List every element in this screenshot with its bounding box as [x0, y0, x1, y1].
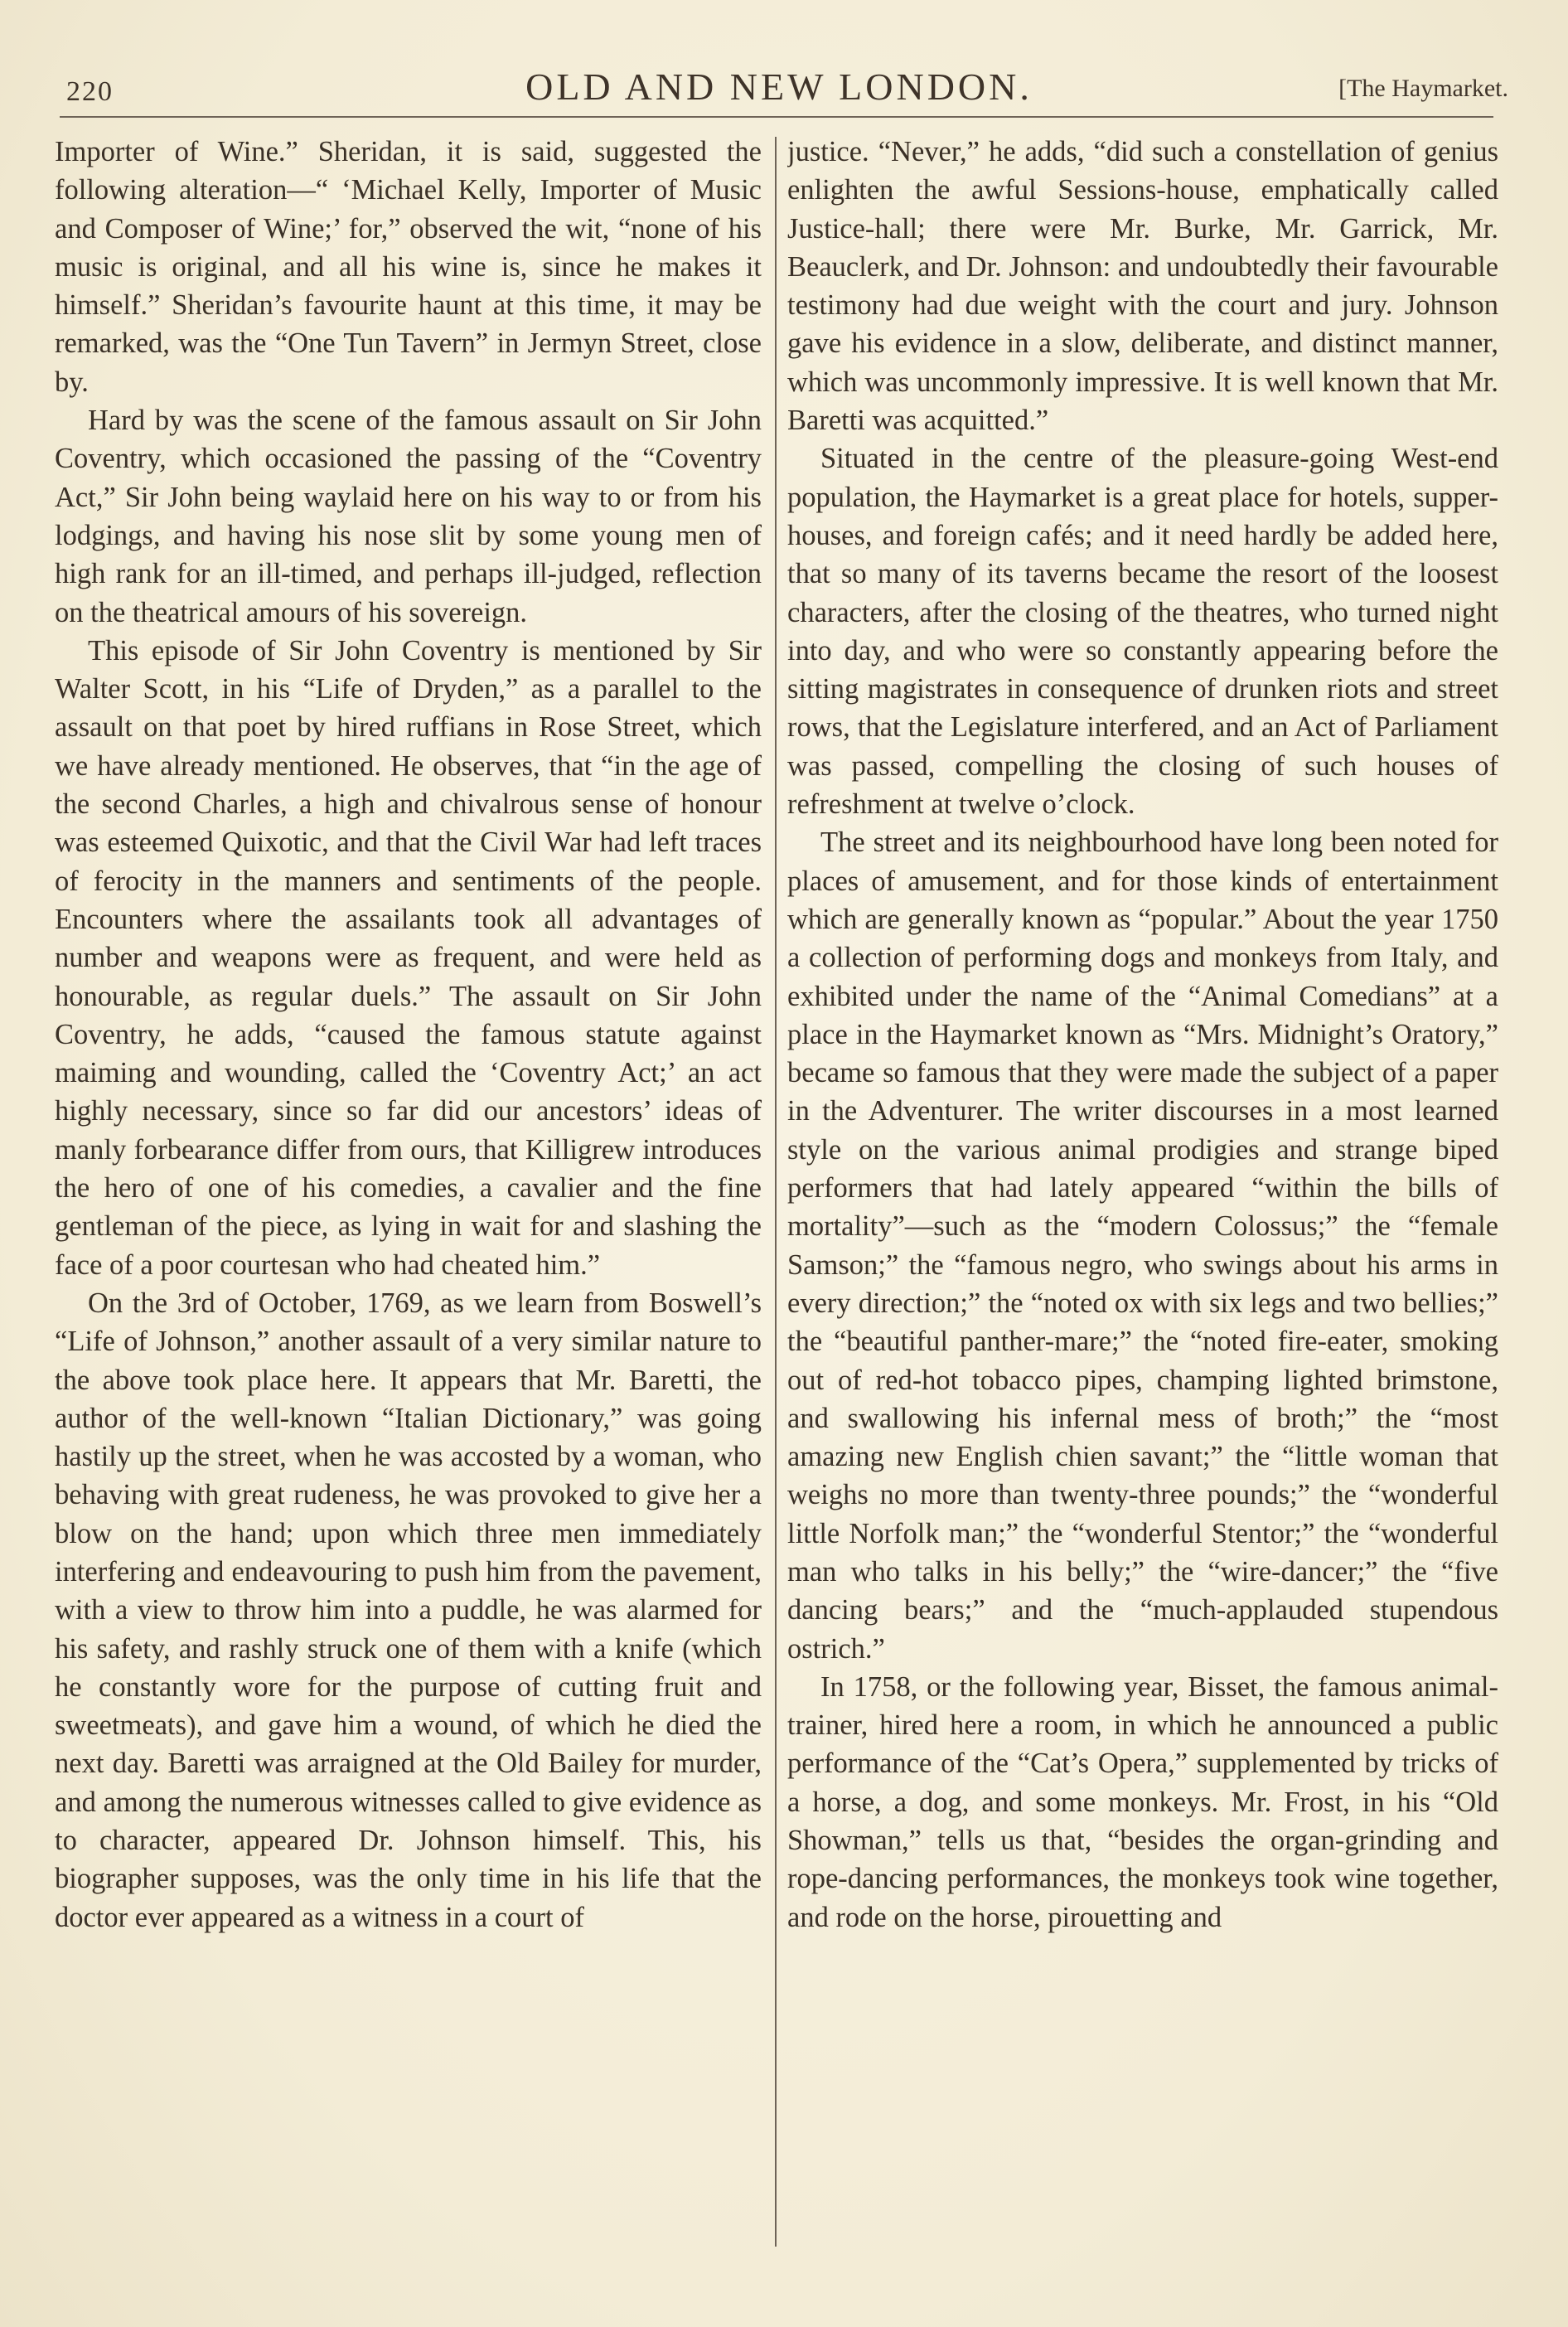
- paragraph: Hard by was the scene of the famous assault on Sir John Coventry, which occasioned the passing of the “Coventry Act,” Sir John being waylaid here on his way to or from his lodgings, and having his nose slit by some young men of high rank for an ill-timed, and perhaps ill-judged, reflection on the theatrical amours of his sovereign.: [55, 405, 762, 628]
- paragraph: justice. “Never,” he adds, “did such a constellation of genius enlighten the awful Sessions-house, emphatically called Justice-hall; there were Mr. Burke, Mr. Garrick, Mr. Beauclerk, and Dr. Johnson: and undoubtedly their favourable testimony had due weight with the court and jury. Johnson gave his evidence in a slow, deliberate, and distinct manner, which was uncommonly impressive. It is well known that Mr. Baretti was acquitted.”: [787, 136, 1498, 437]
- column-divider: [775, 137, 777, 2247]
- paragraph: This episode of Sir John Coventry is mentioned by Sir Walter Scott, in his “Life of Dryden,” as a parallel to the assault on that poet by hired ruffians in Rose Street, which we have already mentioned. He observes, that “in the age of the second Charles, a high and chivalrous sense of honour was esteemed Quixotic, and that the Civil War had left traces of ferocity in the manners and sentiments of the people. Encounters where the assailants took all advantages of number and weapons were as frequent, and were held as honourable, as regular duels.” The assault on Sir John Coventry, he adds, “caused the famous statute against maiming and wounding, called the ‘Coventry Act;’ an act highly necessary, since so far did our ancestors’ ideas of manly forbearance differ from ours, that Killigrew introduces the hero of one of his comedies, a cavalier and the fine gentleman of the piece, as lying in wait for and slashing the face of a poor courtesan who had cheated him.”: [55, 634, 762, 1281]
- paragraph: In 1758, or the following year, Bisset, the famous animal-trainer, hired here a room, in which he announced a public performance of the “Cat’s Opera,” supplemented by tricks of a horse, a dog, and some monkeys. Mr. Frost, in his “Old Showman,” tells us that, “besides the organ-grinding and rope-dancing performances, the monkeys took wine together, and rode on the horse, pirouetting and: [787, 1670, 1498, 1933]
- paragraph: Situated in the centre of the pleasure-going West-end population, the Haymarket is a great place for hotels, supper-houses, and foreign cafés; and it need hardly be added here, that so many of its taverns became the resort of the loosest characters, after the closing of the theatres, who turned night into day, and who were so constantly appearing before the sitting magistrates in consequence of drunken riots and street rows, that the Legislature interfered, and an Act of Parliament was passed, compelling the closing of such houses of refreshment at twelve o’clock.: [787, 443, 1498, 821]
- book-title: OLD AND NEW LONDON.: [525, 65, 1033, 108]
- right-column: [787, 133, 1498, 2255]
- page-number: 220: [66, 76, 114, 107]
- paragraph: The street and its neighbourhood have long been noted for places of amusement, and for those kinds of entertainment which are generally known as “popular.” About the year 1750 a collection of performing dogs and monkeys from Italy, and exhibited under the name of the “Animal Comedians” at a place in the Haymarket known as “Mrs. Midnight’s Oratory,” became so famous that they were made the subject of a paper in the Adventurer. The writer discourses in a most learned style on the various animal prodigies and strange biped performers that had lately appeared “within the bills of mortality”—such as the “modern Colossus;” the “female Samson;” the “famous negro, who swings about his arms in every direction;” the “noted ox with six legs and two bellies;” the “beautiful panther-mare;” the “noted fire-eater, smoking out of red-hot tobacco pipes, champing lighted brimstone, and swallowing his infernal mess of broth;” the “most amazing new English chien savant;” the “little woman that weighs no more than twenty-three pounds;” the “wonderful little Norfolk man;” the “wonderful Stentor;” the “wonderful man who talks in his belly;” the “wire-dancer;” the “five dancing bears;” and the “much-applauded stupendous ostrich.”: [787, 827, 1498, 1665]
- left-column: [55, 133, 762, 2255]
- paragraph: Importer of Wine.” Sheridan, it is said, suggested the following alteration—“ ‘Michael Kelly, Importer of Music and Composer of Wine;’ for,” observed the wit, “none of his music is original, and all his wine is, since he makes it himself.” Sheridan’s favourite haunt at this time, it may be remarked, was the “One Tun Tavern” in Jermyn Street, close by.: [55, 136, 762, 398]
- section-title: [The Haymarket.: [1338, 75, 1508, 102]
- paragraph: On the 3rd of October, 1769, as we learn from Boswell’s “Life of Johnson,” another assault of a very similar nature to the above took place here. It appears that Mr. Baretti, the author of the well-known “Italian Dictionary,” was going hastily up the street, when he was accosted by a woman, who behaving with great rudeness, he was provoked to give her a blow on the hand; upon which three men immediately interfering and endeavouring to push him from the pavement, with a view to throw him into a puddle, he was alarmed for his safety, and rashly struck one of them with a knife (which he constantly wore for the purpose of cutting fruit and sweetmeats), and gave him a wound, of which he died the next day. Baretti was arraigned at the Old Bailey for murder, and among the numerous witnesses called to give evidence as to character, appeared Dr. Johnson himself. This, his biographer supposes, was the only time in his life that the doctor ever appeared as a witness in a court of: [55, 1287, 762, 1933]
- running-header: [50, 58, 1508, 116]
- header-rule: [60, 116, 1493, 118]
